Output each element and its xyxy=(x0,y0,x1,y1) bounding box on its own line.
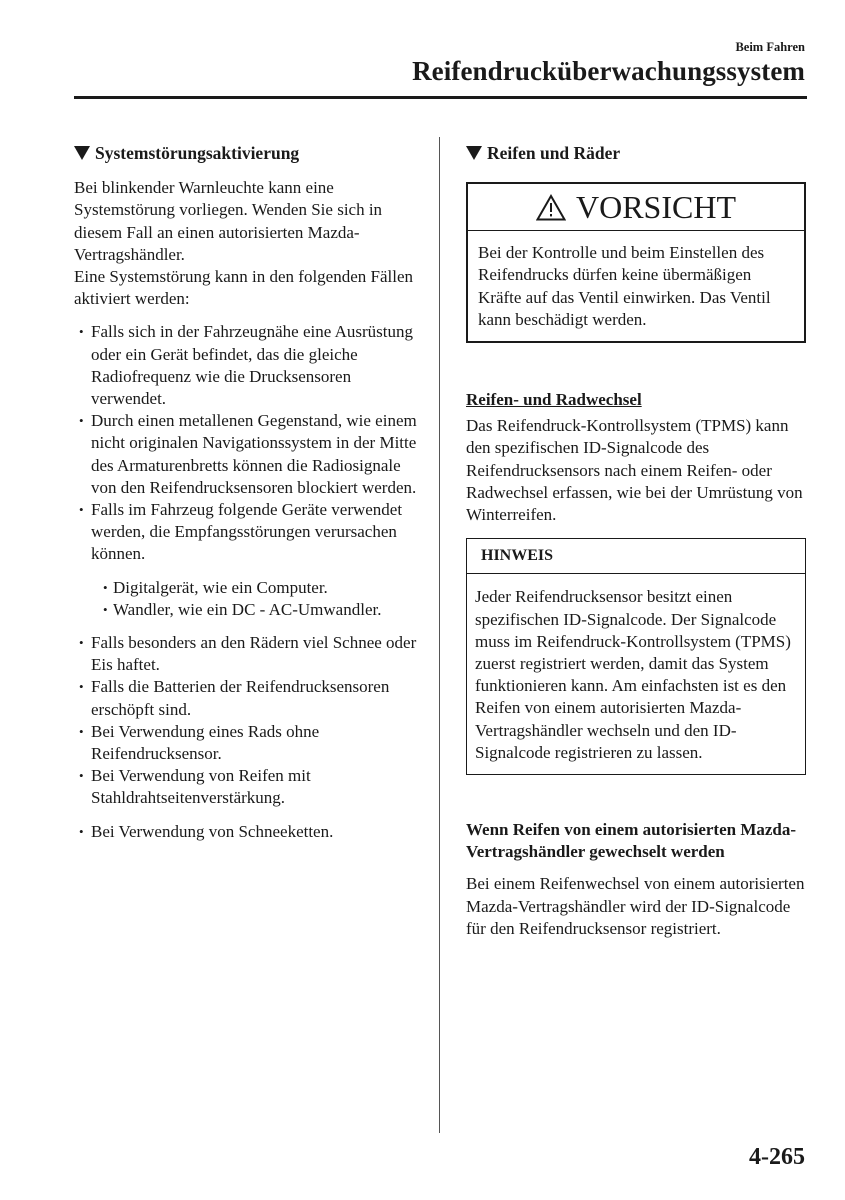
note-title: HINWEIS xyxy=(467,539,805,574)
sub-list-item: • Wandler, wie ein DC - AC-Umwandler. xyxy=(103,599,424,621)
caution-title: VORSICHT xyxy=(575,189,736,226)
page-number: 4-265 xyxy=(749,1144,805,1170)
warning-triangle-icon xyxy=(536,194,566,221)
list-item: • Falls sich in der Fahrzeugnähe eine Ausrüstung oder ein Gerät befindet, das die gleiche Radiofrequenz wie die Drucksensoren verwendet. xyxy=(74,321,424,410)
list-item: • Durch einen metallenen Gegenstand, wie einem nicht originalen Navigationssystem in der Mitte des Armaturenbretts können die Radiosignale von den Reifendrucksensoren blockiert werden. xyxy=(74,410,424,499)
intro-paragraph: Bei blinkender Warnleuchte kann eine Systemstörung vorliegen. Wenden Sie sich in diesem Fall an einen autorisierten Mazda-Vertragshändler. xyxy=(74,178,383,264)
list-item: • Bei Verwendung von Schneeketten. xyxy=(74,821,424,843)
column-divider xyxy=(439,137,440,1133)
device-sub-list xyxy=(91,577,424,621)
note-box xyxy=(466,538,806,775)
list-item: • Bei Verwendung eines Rads ohne Reifendrucksensor. xyxy=(74,721,424,765)
right-column xyxy=(466,142,808,940)
left-column xyxy=(74,142,424,843)
note-text: Jeder Reifendrucksensor besitzt einen spezifischen ID-Signalcode. Der Signalcode muss im Reifendruck-Kontrollsystem (TPMS) zuerst registriert werden, damit das System funktionieren kann. Am einfachsten ist es den Reifen von einem autorisierten Mazda-Vertragshändler wechseln und den ID-Signalcode registrieren zu lassen. xyxy=(475,587,791,762)
list-item: • Falls die Batterien der Reifendrucksensoren erschöpft sind. xyxy=(74,676,424,720)
triangle-marker-icon xyxy=(466,146,482,160)
caution-text: Bei der Kontrolle und beim Einstellen des Reifendrucks dürfen keine übermäßigen Kräfte auf das Ventil einwirken. Das Ventil kann beschädigt werden. xyxy=(478,243,771,329)
list-item: • Bei Verwendung von Reifen mit Stahldrahtseitenverstärkung. xyxy=(74,765,424,809)
subheading-dealer-change: Wenn Reifen von einem autorisierten Mazda-Vertragshändler gewechselt werden xyxy=(466,820,797,862)
tire-change-paragraph: Das Reifendruck-Kontrollsystem (TPMS) kann den spezifischen ID-Signalcode des Reifendrucksensors nach einem Reifen- oder Radwechsel erfassen, wie bei der Umrüstung von Winterreifen. xyxy=(466,416,803,525)
header-rule xyxy=(74,96,807,99)
triangle-marker-icon xyxy=(74,146,90,160)
section-heading-text: Systemstörungsaktivierung xyxy=(95,143,300,163)
list-item-text: Falls im Fahrzeug folgende Geräte verwendet werden, die Empfangsstörungen verursachen können. xyxy=(91,500,403,564)
intro-paragraph-2: Eine Systemstörung kann in den folgenden Fällen aktiviert werden: xyxy=(74,267,413,309)
section-heading-tires xyxy=(466,142,808,164)
list-item: • Falls besonders an den Rädern viel Schnee oder Eis haftet. xyxy=(74,632,424,676)
section-heading-text: Reifen und Räder xyxy=(487,143,621,163)
section-label: Beim Fahren xyxy=(735,40,805,54)
subheading-tire-change: Reifen- und Radwechsel xyxy=(466,390,642,410)
list-item xyxy=(74,499,424,621)
page-title: Reifendrucküberwachungssystem xyxy=(412,56,805,86)
dealer-change-paragraph: Bei einem Reifenwechsel von einem autorisierten Mazda-Vertragshändler wird der ID-Signalcode für den Reifendrucksensor registriert. xyxy=(466,874,805,938)
caution-header xyxy=(468,184,804,231)
caution-box xyxy=(466,182,806,343)
sub-list-item: • Digitalgerät, wie ein Computer. xyxy=(103,577,424,599)
fault-cause-list xyxy=(74,321,424,842)
section-heading-system-fault xyxy=(74,142,424,164)
